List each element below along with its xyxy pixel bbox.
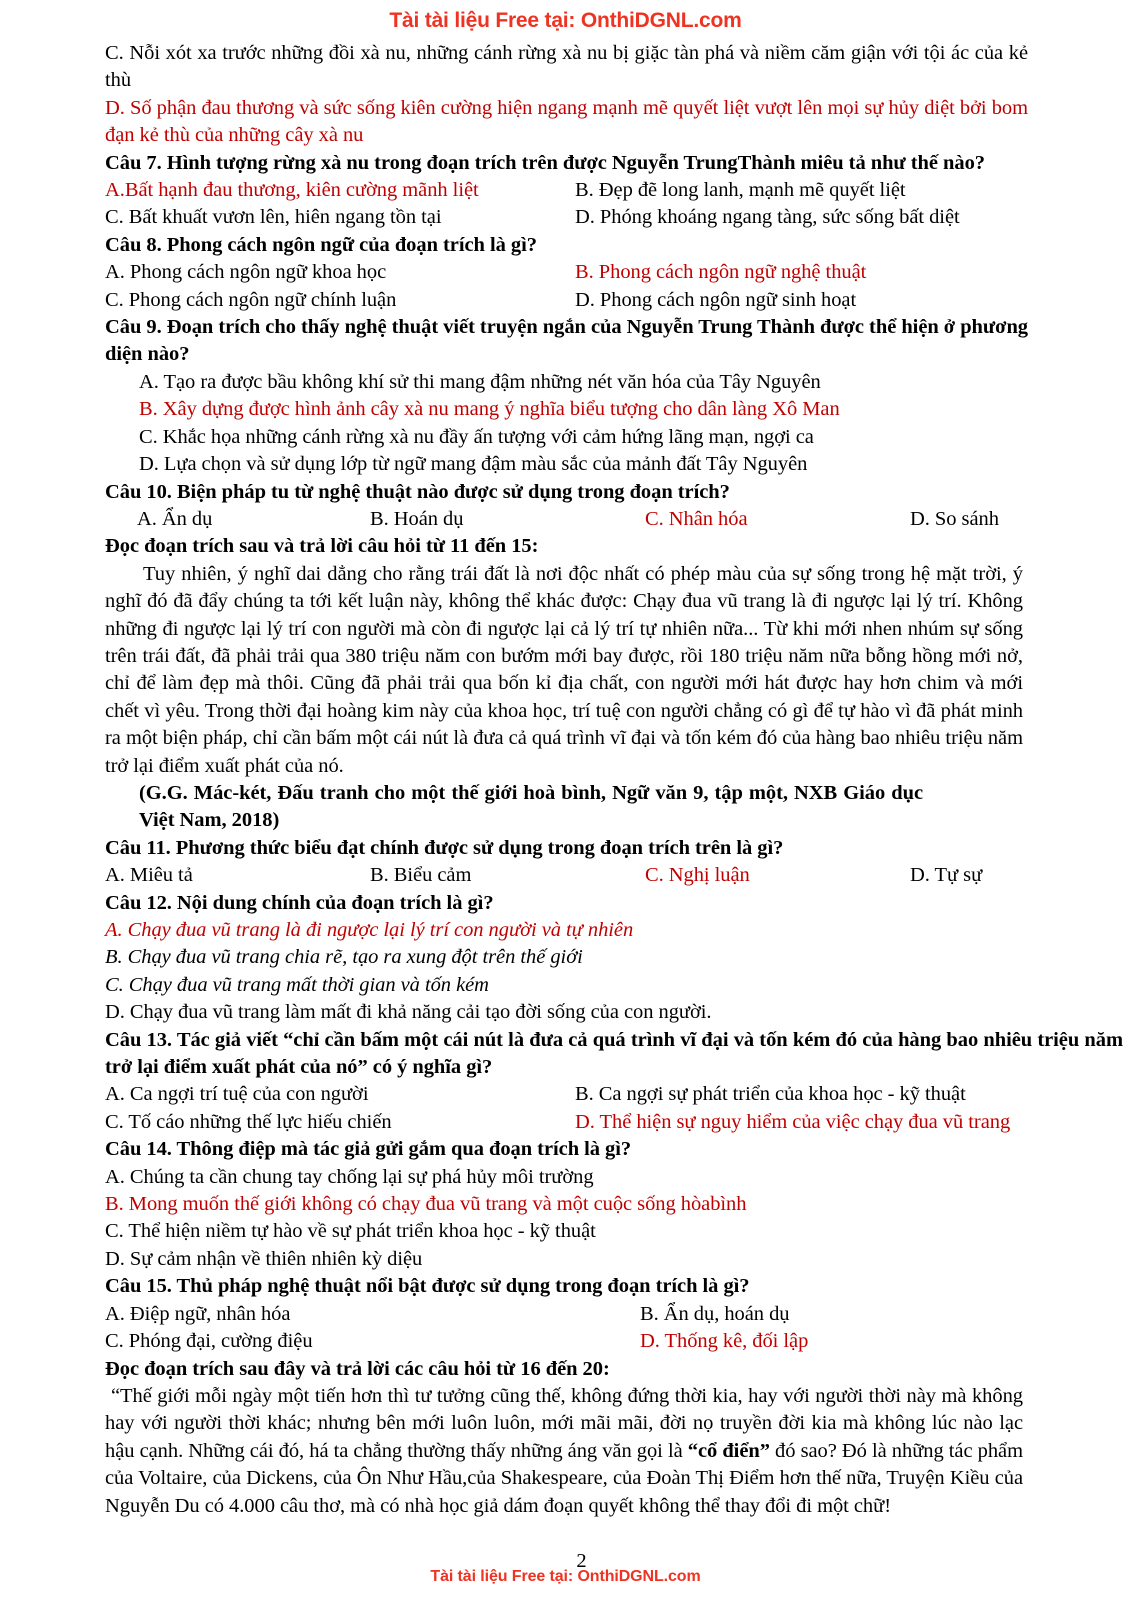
- option-cau-13-b[interactable]: B. Ca ngợi sự phát triển của khoa học - kỹ thuật: [575, 1083, 966, 1106]
- passage-1-directive: Đọc đoạn trích sau và trả lời câu hỏi từ 11 đến 15:: [105, 535, 539, 558]
- question-stem-cau-10: Câu 10. Biện pháp tu từ nghệ thuật nào được sử dụng trong đoạn trích?: [105, 480, 730, 503]
- option-cau-8-a[interactable]: A. Phong cách ngôn ngữ khoa học: [105, 261, 387, 284]
- option-cau-12-c[interactable]: C. Chạy đua vũ trang mất thời gian và tốn kém: [105, 973, 489, 996]
- question-stem-cau-12: Câu 12. Nội dung chính của đoạn trích là gì?: [105, 891, 494, 914]
- option-cau-9-a[interactable]: A. Tạo ra được bầu không khí sử thi mang đậm những nét văn hóa của Tây Nguyên: [139, 370, 821, 393]
- option-cau-7-c[interactable]: C. Bất khuất vươn lên, hiên ngang tồn tại: [105, 206, 442, 229]
- option-cau-14-a[interactable]: A. Chúng ta cần chung tay chống lại sự phá hủy môi trường: [105, 1165, 594, 1188]
- option-cau-7-a[interactable]: A.Bất hạnh đau thương, kiên cường mãnh liệt: [105, 179, 479, 202]
- option-cau-12-b[interactable]: B. Chạy đua vũ trang chia rẽ, tạo ra xung đột trên thế giới: [105, 946, 583, 969]
- option-cau-12-a[interactable]: A. Chạy đua vũ trang là đi ngược lại lý trí con người và tự nhiên: [105, 919, 634, 941]
- option-cau-14-c[interactable]: C. Thể hiện niềm tự hào về sự phát triển khoa học - kỹ thuật: [105, 1220, 596, 1243]
- option-row-cau-10: [105, 506, 1123, 533]
- option-cau-8-b[interactable]: B. Phong cách ngôn ngữ nghệ thuật: [575, 261, 867, 284]
- passage-2-directive: Đọc đoạn trích sau đây và trả lời các câu hỏi từ 16 đến 20:: [105, 1357, 610, 1380]
- option-cau-15-a[interactable]: A. Điệp ngữ, nhân hóa: [105, 1302, 291, 1325]
- option-cau-14-b[interactable]: B. Mong muốn thế giới không có chạy đua vũ trang và một cuộc sống hòabình: [105, 1193, 747, 1216]
- option-row-cau-13-cd: [105, 1109, 1123, 1136]
- option-cau-13-d[interactable]: D. Thể hiện sự nguy hiểm của việc chạy đua vũ trang: [575, 1110, 1011, 1133]
- option-cau-13-c[interactable]: C. Tố cáo những thế lực hiếu chiến: [105, 1110, 392, 1133]
- option-cau-15-d[interactable]: D. Thống kê, đối lập: [640, 1330, 809, 1353]
- question-stem-cau-15: Câu 15. Thủ pháp nghệ thuật nổi bật được sử dụng trong đoạn trích là gì?: [105, 1275, 750, 1298]
- carryover-option-c: C. Nỗi xót xa trước những đồi xà nu, những cánh rừng xà nu bị giặc tàn phá và niềm căm giận với tội ác của kẻ thù: [105, 42, 1028, 92]
- option-cau-11-d[interactable]: D. Tự sự: [910, 864, 983, 887]
- option-cau-7-b[interactable]: B. Đẹp đẽ long lanh, mạnh mẽ quyết liệt: [575, 179, 906, 202]
- option-cau-8-d[interactable]: D. Phong cách ngôn ngữ sinh hoạt: [575, 288, 857, 311]
- option-cau-9-d[interactable]: D. Lựa chọn và sử dụng lớp từ ngữ mang đậm màu sắc của mảnh đất Tây Nguyên: [139, 453, 808, 476]
- option-cau-11-c[interactable]: C. Nghị luận: [645, 864, 750, 887]
- question-stem-cau-11: Câu 11. Phương thức biểu đạt chính được sử dụng trong đoạn trích trên là gì?: [105, 836, 784, 859]
- option-cau-12-d[interactable]: D. Chạy đua vũ trang làm mất đi khả năng cải tạo đời sống của con người.: [105, 1001, 712, 1024]
- option-cau-10-c[interactable]: C. Nhân hóa: [645, 507, 748, 530]
- option-row-cau-13-ab: [105, 1081, 1123, 1108]
- option-cau-8-c[interactable]: C. Phong cách ngôn ngữ chính luận: [105, 288, 397, 311]
- page-number: 2: [576, 1549, 587, 1572]
- document-content: [0, 33, 1131, 1573]
- option-row-cau-7-ab: [105, 177, 1123, 204]
- question-stem-cau-7: Câu 7. Hình tượng rừng xà nu trong đoạn trích trên được Nguyễn TrungThành miêu tả như thế nào?: [105, 151, 985, 174]
- option-cau-10-d[interactable]: D. So sánh: [910, 507, 999, 530]
- option-cau-15-b[interactable]: B. Ẩn dụ, hoán dụ: [640, 1302, 790, 1325]
- option-cau-11-b[interactable]: B. Biểu cảm: [370, 864, 472, 887]
- option-cau-13-a[interactable]: A. Ca ngợi trí tuệ của con người: [105, 1083, 369, 1106]
- passage-2-body: [105, 1383, 1123, 1520]
- question-stem-cau-13: Câu 13. Tác giả viết “chỉ cần bấm một cái nút là đưa cả quá trình vĩ đại và tốn kém đó của hàng bao nhiêu triệu năm trở lại điểm xuất phát của nó” có ý nghĩa gì?: [105, 1028, 1123, 1079]
- option-cau-14-d[interactable]: D. Sự cảm nhận về thiên nhiên kỳ diệu: [105, 1247, 423, 1270]
- site-banner-top: Tài tài liệu Free tại: OnthiDGNL.com: [389, 9, 742, 32]
- option-row-cau-15-ab: [105, 1301, 1123, 1328]
- passage-2-emphasis: “cổ điển”: [687, 1439, 770, 1462]
- option-cau-10-a[interactable]: A. Ẩn dụ: [137, 507, 213, 530]
- option-cau-15-c[interactable]: C. Phóng đại, cường điệu: [105, 1330, 313, 1353]
- question-stem-cau-9: Câu 9. Đoạn trích cho thấy nghệ thuật viết truyện ngắn của Nguyễn Trung Thành được thể hiện ở phương diện nào?: [105, 316, 1028, 366]
- passage-2-part2: đó sao? Đó là những tác phẩm của Voltaire, của Dickens, của Ôn Như Hầu,của Shakespeare, của Đoàn Thị Điểm hơn thế nữa, Truyện Kiều của Nguyễn Du có 4.000 câu thơ, mà có nhà học giả dám đoạn quyết không thể thay đổi đi một chữ!: [105, 1439, 1023, 1517]
- option-cau-11-a[interactable]: A. Miêu tả: [105, 864, 193, 887]
- question-stem-cau-8: Câu 8. Phong cách ngôn ngữ của đoạn trích là gì?: [105, 233, 537, 256]
- option-cau-9-b[interactable]: B. Xây dựng được hình ảnh cây xà nu mang ý nghĩa biểu tượng cho dân làng Xô Man: [139, 398, 840, 421]
- option-cau-10-b[interactable]: B. Hoán dụ: [370, 507, 464, 530]
- option-cau-9-c[interactable]: C. Khắc họa những cánh rừng xà nu đầy ấn tượng với cảm hứng lãng mạn, ngợi ca: [139, 425, 814, 448]
- passage-1-body: Tuy nhiên, ý nghĩ dai dẳng cho rằng trái đất là nơi độc nhất có phép màu của sự sống trong hệ mặt trời, ý nghĩ đó đã đẩy chúng ta tới kết luận này, không thể khác được: Chạy đua vũ trang là đi ngược lại lý trí. Không những đi ngược lại lý trí con người mà còn đi ngược lại cả lý trí tự nhiên nữa... Từ khi mới nhen nhúm sự sống trên trái đất, đã phải trải qua 380 triệu năm con bướm mới bay được, rồi 180 triệu năm nữa bỗng hồng mới nở, chỉ để làm đẹp mà thôi. Cũng đã phải trải qua bốn kỉ địa chất, con người mới hát được hay hơn chim và mới chết vì yêu. Trong thời đại hoàng kim này của khoa học, trí tuệ con người chẳng có gì để tự hào vì đã phát minh ra một biện pháp, chỉ cần bấm một cái nút là đưa cả quá trình vĩ đại và tốn kém đó của hàng bao nhiêu triệu năm trở lại điểm xuất phát của nó.: [105, 562, 1023, 777]
- option-row-cau-11: [105, 862, 1123, 889]
- passage-1-source: (G.G. Mác-két, Đấu tranh cho một thế giới hoà bình, Ngữ văn 9, tập một, NXB Giáo dục Việt Nam, 2018): [139, 781, 923, 832]
- question-stem-cau-14: Câu 14. Thông điệp mà tác giả gửi gắm qua đoạn trích là gì?: [105, 1138, 632, 1161]
- option-row-cau-7-cd: [105, 204, 1123, 231]
- option-row-cau-8-cd: [105, 287, 1123, 314]
- passage-2-part1: “Thế giới mỗi ngày một tiến hơn thì tư tưởng cũng thế, không đứng thời kia, hay với người thời này mà không hay với người thời khác; nhưng bên mới luôn luôn, mới mãi mãi, đời nọ truyền đời kia mà không lúc nào lạc hậu cạnh. Những cái đó, há ta chẳng thường thấy những áng văn gọi là: [105, 1384, 1023, 1462]
- option-row-cau-8-ab: [105, 259, 1123, 286]
- site-banner-bottom: Tài tài liệu Free tại: OnthiDGNL.com: [430, 1568, 701, 1585]
- option-cau-7-d[interactable]: D. Phóng khoáng ngang tàng, sức sống bất diệt: [575, 206, 960, 229]
- option-row-cau-15-cd: [105, 1328, 1123, 1355]
- carryover-option-d: D. Số phận đau thương và sức sống kiên cường hiện ngang mạnh mẽ quyết liệt vượt lên mọi sự hủy diệt bởi bom đạn kẻ thù của những cây xà nu: [105, 96, 1028, 147]
